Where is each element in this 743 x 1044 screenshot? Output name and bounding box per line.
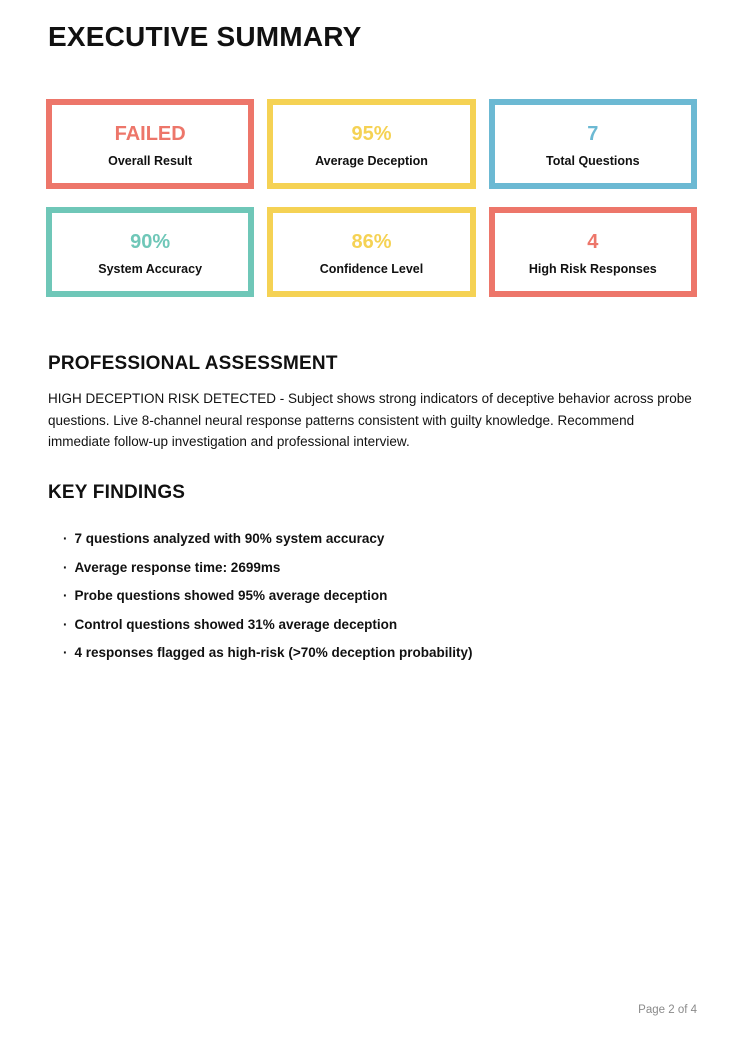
finding-text: Probe questions showed 95% average deception xyxy=(74,588,388,604)
bullet-icon: · xyxy=(63,616,68,632)
stat-card-label: Overall Result xyxy=(108,154,193,169)
list-item xyxy=(63,585,697,606)
assessment-heading: PROFESSIONAL ASSESSMENT xyxy=(48,353,338,374)
list-item xyxy=(63,528,697,549)
stat-card-label: High Risk Responses xyxy=(528,262,657,277)
page-number: Page 2 of 4 xyxy=(638,1004,697,1016)
assessment-body: HIGH DECEPTION RISK DETECTED - Subject shows strong indicators of deceptive behavior across probe questions. Live 8-channel neural response patterns consistent with guilty knowledge. Recommend immediate follow-up investigation and professional interview. xyxy=(48,391,692,450)
list-item xyxy=(63,557,697,578)
stat-card xyxy=(267,207,475,297)
stat-card-value: 95% xyxy=(351,123,392,146)
key-findings-list xyxy=(46,528,697,663)
bullet-icon: · xyxy=(63,559,68,575)
stat-card-label: System Accuracy xyxy=(98,262,203,277)
bullet-icon: · xyxy=(63,588,68,604)
finding-text: 4 responses flagged as high-risk (>70% deception probability) xyxy=(74,645,473,661)
stat-card-label: Confidence Level xyxy=(319,262,424,277)
finding-text: Control questions showed 31% average deception xyxy=(74,616,398,632)
stat-card-value: 90% xyxy=(130,231,171,254)
bullet-icon: · xyxy=(63,645,68,661)
stat-card xyxy=(46,207,254,297)
stat-card xyxy=(489,207,697,297)
page-title: EXECUTIVE SUMMARY xyxy=(48,21,362,52)
stat-card-value: 86% xyxy=(351,231,392,254)
stat-card xyxy=(489,99,697,189)
stat-card-value: 4 xyxy=(587,231,599,254)
stat-card-label: Average Deception xyxy=(315,154,428,169)
stat-card-label: Total Questions xyxy=(546,154,640,169)
summary-stats-grid xyxy=(46,99,697,297)
stat-card-value: 7 xyxy=(587,123,599,146)
list-item xyxy=(63,642,697,663)
list-item xyxy=(63,614,697,635)
stat-card xyxy=(46,99,254,189)
finding-text: 7 questions analyzed with 90% system accuracy xyxy=(74,531,385,547)
key-findings-heading: KEY FINDINGS xyxy=(48,482,186,504)
bullet-icon: · xyxy=(63,531,68,547)
finding-text: Average response time: 2699ms xyxy=(74,559,281,575)
stat-card-value: FAILED xyxy=(114,123,186,146)
stat-card xyxy=(267,99,475,189)
